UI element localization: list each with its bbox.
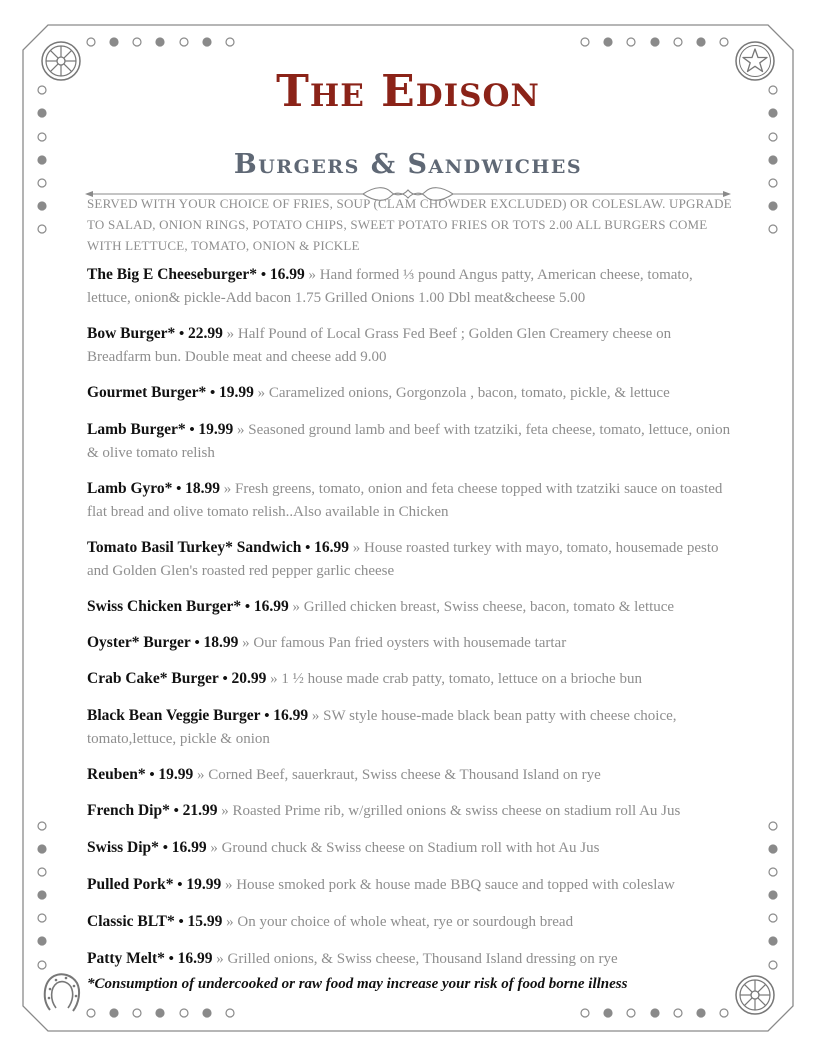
menu-item-name: Gourmet Burger* xyxy=(87,384,207,401)
border-dot xyxy=(38,225,46,233)
border-dot xyxy=(769,202,777,210)
border-dot xyxy=(674,1009,682,1017)
border-dot xyxy=(156,38,164,46)
menu-item-price: 16.99 xyxy=(171,839,207,856)
menu-item-description: Grilled onions, & Swiss cheese, Thousand Island dressing on rye xyxy=(227,951,618,967)
menu-item-price: 19.99 xyxy=(219,384,254,401)
menu-item-price: 19.99 xyxy=(158,766,194,783)
menu-item-price: 21.99 xyxy=(182,802,218,819)
menu-item-description: House smoked pork & house made BBQ sauce and topped with coleslaw xyxy=(236,877,675,893)
menu-item-description: On your choice of whole wheat, rye or sourdough bread xyxy=(237,914,574,930)
menu-item-name: Tomato Basil Turkey* Sandwich xyxy=(87,539,302,556)
menu-item-description: Fresh greens, tomato, onion and feta cheese topped with tzatziki sauce on toasted flat bread and olive tomato relish..Also available in Chicken xyxy=(87,481,723,520)
menu-item: Pulled Pork* • 19.99 » House smoked pork & house made BBQ sauce and topped with coleslaw xyxy=(87,876,675,893)
menu-item-price: 20.99 xyxy=(231,670,267,687)
border-dot xyxy=(769,914,777,922)
food-safety-disclaimer: *Consumption of undercooked or raw food may increase your risk of food borne illness xyxy=(87,976,628,992)
border-dot xyxy=(87,1009,95,1017)
border-dot xyxy=(110,1009,118,1017)
border-dot xyxy=(769,937,777,945)
border-dot xyxy=(226,1009,234,1017)
menu-item-description: Caramelized onions, Gorgonzola , bacon, tomato, pickle, & lettuce xyxy=(268,385,670,401)
menu-item-description: Our famous Pan fried oysters with housemade tartar xyxy=(253,635,567,651)
border-dot xyxy=(156,1009,164,1017)
border-dot xyxy=(38,845,46,853)
menu-item-description: Half Pound of Local Grass Fed Beef ; Golden Glen Creamery cheese on Breadfarm bun. Double meat and cheese add 9.00 xyxy=(87,326,672,365)
menu-item-name: Patty Melt* xyxy=(87,950,165,967)
menu-item: French Dip* • 21.99 » Roasted Prime rib, w/grilled onions & swiss cheese on stadium roll Au Jus xyxy=(87,802,681,819)
menu-item-price: 18.99 xyxy=(203,634,239,651)
menu-item-name: Pulled Pork* xyxy=(87,876,174,893)
menu-item-name: Swiss Chicken Burger* xyxy=(87,598,242,615)
border-dot xyxy=(581,38,589,46)
menu-item-name: Classic BLT* xyxy=(87,913,175,930)
border-dot xyxy=(604,38,612,46)
menu-item-name: Swiss Dip* xyxy=(87,839,159,856)
menu-item-name: Lamb Gyro* xyxy=(87,480,173,497)
border-dot xyxy=(627,38,635,46)
menu-item-name: Lamb Burger* xyxy=(87,421,186,438)
wagon-wheel-icon xyxy=(734,974,776,1016)
border-dot xyxy=(651,1009,659,1017)
menu-item-description: Corned Beef, sauerkraut, Swiss cheese & Thousand Island on rye xyxy=(208,767,601,783)
menu-item-description: Grilled chicken breast, Swiss cheese, bacon, tomato & lettuce xyxy=(303,599,675,615)
menu-item: Gourmet Burger* • 19.99 » Caramelized onions, Gorgonzola , bacon, tomato, pickle, & lettuce xyxy=(87,384,670,401)
border-dot xyxy=(720,38,728,46)
menu-item-name: Oyster* Burger xyxy=(87,634,191,651)
border-dot xyxy=(769,891,777,899)
border-dot xyxy=(581,1009,589,1017)
menu-item-name: Crab Cake* Burger xyxy=(87,670,219,687)
border-dot xyxy=(87,38,95,46)
menu-item-description: SW style house-made black bean patty with cheese choice, tomato,lettuce, pickle & onion xyxy=(87,708,677,747)
border-dot xyxy=(769,868,777,876)
menu-item: Bow Burger* • 22.99 » Half Pound of Local Grass Fed Beef ; Golden Glen Creamery cheese on Breadfarm bun. Double meat and cheese add 9.00 xyxy=(87,325,672,365)
menu-item: Tomato Basil Turkey* Sandwich • 16.99 » House roasted turkey with mayo, tomato, housemade pesto and Golden Glen's roasted red pepper garlic cheese xyxy=(87,539,719,579)
border-dot xyxy=(38,891,46,899)
border-dot xyxy=(769,133,777,141)
border-dot xyxy=(651,38,659,46)
menu-item: Classic BLT* • 15.99 » On your choice of whole wheat, rye or sourdough bread xyxy=(87,913,574,930)
menu-item-price: 15.99 xyxy=(187,913,223,930)
border-dot xyxy=(720,1009,728,1017)
border-dot xyxy=(674,38,682,46)
border-dot xyxy=(38,202,46,210)
menu-item-price: 16.99 xyxy=(273,707,309,724)
border-dot xyxy=(110,38,118,46)
section-title: Burgers & Sandwiches xyxy=(233,149,583,180)
menu-item-name: French Dip* xyxy=(87,802,170,819)
menu-item: Lamb Gyro* • 18.99 » Fresh greens, tomato, onion and feta cheese topped with tzatziki sauce on toasted flat bread and olive tomato relish..Also available in Chicken xyxy=(87,480,723,520)
border-dot xyxy=(769,822,777,830)
border-dot xyxy=(38,937,46,945)
border-dot xyxy=(133,38,141,46)
menu-item-description: 1 ½ house made crab patty, tomato, lettuce on a brioche bun xyxy=(281,671,642,687)
menu-item-price: 16.99 xyxy=(177,950,213,967)
border-dot xyxy=(604,1009,612,1017)
menu-item-price: 19.99 xyxy=(198,421,234,438)
menu-item: Lamb Burger* • 19.99 » Seasoned ground lamb and beef with tzatziki, feta cheese, tomato, lettuce, onion & olive tomato relish xyxy=(87,421,731,461)
border-dot xyxy=(627,1009,635,1017)
border-dot xyxy=(769,961,777,969)
menu-item-description: Hand formed ⅓ pound Angus patty, American cheese, tomato, lettuce, onion& pickle-Add bacon 1.75 Grilled Onions 1.00 Dbl meat&cheese 5.00 xyxy=(87,267,693,306)
border-dot xyxy=(38,961,46,969)
border-dot xyxy=(769,845,777,853)
menu-item-description: Roasted Prime rib, w/grilled onions & swiss cheese on stadium roll Au Jus xyxy=(232,803,681,819)
border-dot xyxy=(38,822,46,830)
border-dot xyxy=(180,38,188,46)
menu-item-name: The Big E Cheeseburger* xyxy=(87,266,258,283)
menu-item-description: Seasoned ground lamb and beef with tzatziki, feta cheese, tomato, lettuce, onion & olive tomato relish xyxy=(87,422,731,461)
menu-item-description: House roasted turkey with mayo, tomato, housemade pesto and Golden Glen's roasted red pepper garlic cheese xyxy=(87,540,719,579)
border-dot xyxy=(769,225,777,233)
menu-item: Oyster* Burger • 18.99 » Our famous Pan fried oysters with housemade tartar xyxy=(87,634,567,651)
border-dot xyxy=(697,1009,705,1017)
restaurant-title: The Edison xyxy=(276,66,540,117)
menu-item: The Big E Cheeseburger* • 16.99 » Hand formed ⅓ pound Angus patty, American cheese, tomato, lettuce, onion& pickle-Add bacon 1.75 Grilled Onions 1.00 Dbl meat&cheese 5.00 xyxy=(87,266,693,306)
menu-item-price: 22.99 xyxy=(188,325,223,342)
menu-item-description: Ground chuck & Swiss cheese on Stadium roll with hot Au Jus xyxy=(221,840,600,856)
border-dot xyxy=(697,38,705,46)
menu-item-price: 16.99 xyxy=(269,266,305,283)
border-dot xyxy=(226,38,234,46)
menu-item-name: Bow Burger* xyxy=(87,325,176,342)
border-dot xyxy=(180,1009,188,1017)
border-dot xyxy=(38,133,46,141)
menu-item-price: 16.99 xyxy=(314,539,349,556)
menu-items-list xyxy=(87,263,732,984)
menu-item: Black Bean Veggie Burger • 16.99 » SW style house-made black bean patty with cheese choice, tomato,lettuce, pickle & onion xyxy=(87,707,677,747)
border-dot xyxy=(38,914,46,922)
menu-item-name: Black Bean Veggie Burger xyxy=(87,707,261,724)
menu-item-name: Reuben* xyxy=(87,766,146,783)
border-dot xyxy=(133,1009,141,1017)
horseshoe-icon xyxy=(40,970,84,1016)
menu-item: Swiss Chicken Burger* • 16.99 » Grilled chicken breast, Swiss cheese, bacon, tomato & lettuce xyxy=(87,598,675,615)
border-dot xyxy=(38,868,46,876)
border-dot xyxy=(203,1009,211,1017)
menu-item: Swiss Dip* • 16.99 » Ground chuck & Swiss cheese on Stadium roll with hot Au Jus xyxy=(87,839,600,856)
menu-note: SERVED WITH YOUR CHOICE OF FRIES, SOUP (CLAM CHOWDER EXCLUDED) OR COLESLAW. UPGRADE TO SALAD, ONION RINGS, POTATO CHIPS, SWEET POTATO FRIES OR TOTS 2.00 ALL BURGERS COME WITH LETTUCE, TOMATO, ONION & PICKLE xyxy=(87,196,732,253)
menu-item-price: 19.99 xyxy=(186,876,222,893)
menu-item-price: 16.99 xyxy=(253,598,289,615)
menu-item: Crab Cake* Burger • 20.99 » 1 ½ house made crab patty, tomato, lettuce on a brioche bun xyxy=(87,670,642,687)
menu-item: Reuben* • 19.99 » Corned Beef, sauerkraut, Swiss cheese & Thousand Island on rye xyxy=(87,766,601,783)
border-dot xyxy=(203,38,211,46)
menu-item-price: 18.99 xyxy=(185,480,221,497)
menu-item: Patty Melt* • 16.99 » Grilled onions, & Swiss cheese, Thousand Island dressing on rye xyxy=(87,950,618,967)
